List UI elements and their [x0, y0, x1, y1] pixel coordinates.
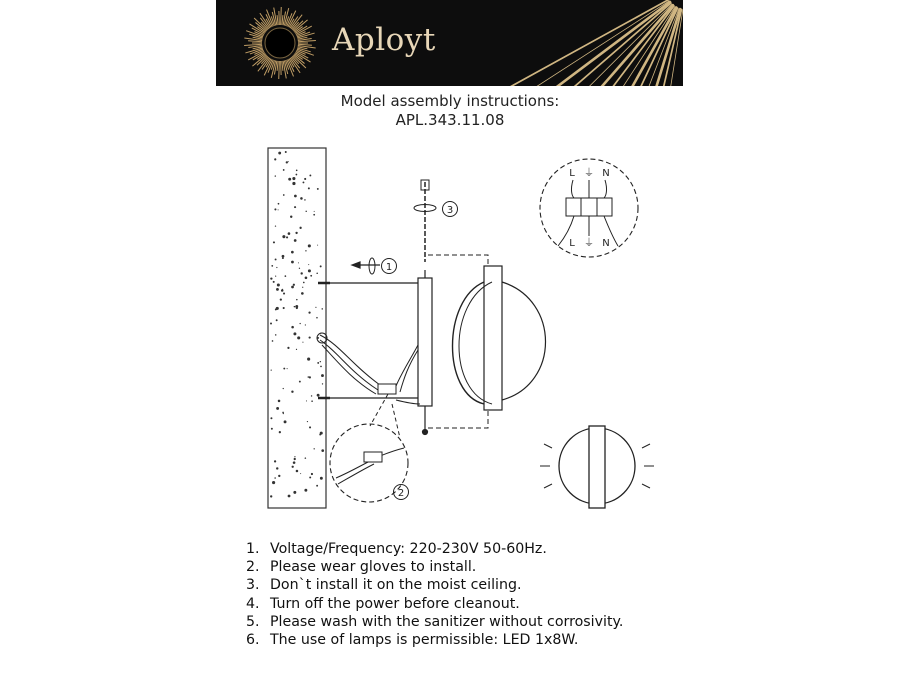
callout-1: 1 — [385, 262, 393, 273]
instruction-item: 2. Please wear gloves to install. — [246, 559, 477, 576]
instruction-item: 4. Turn off the power before cleanout. — [246, 595, 520, 612]
wire-label-top-N: N — [602, 168, 610, 179]
instructions-list — [246, 540, 623, 649]
brand-name: Aployt — [332, 22, 436, 58]
lamp-body-side — [453, 266, 546, 410]
wall-illustration — [268, 148, 326, 508]
callout-2: 2 — [397, 488, 405, 499]
instruction-item: 5. Please wash with the sanitizer without corrosivity. — [246, 613, 624, 630]
model-number: APL.343.11.08 — [395, 111, 505, 129]
document-title: Model assembly instructions: — [340, 92, 560, 110]
callout-3: 3 — [446, 205, 454, 216]
wire-label-bottom-L: L — [569, 238, 575, 249]
top-screw — [414, 180, 436, 262]
instruction-item: 6. The use of lamps is permissible: LED 1x8W. — [246, 632, 579, 649]
lamp-front-view — [540, 426, 654, 508]
ground-icon: ⏚ — [584, 168, 594, 179]
mounting-plate — [418, 278, 432, 406]
ground-icon: ⏚ — [584, 238, 594, 249]
wiring-illustration — [317, 333, 420, 404]
wire-label-top-L: L — [569, 168, 575, 179]
wire-label-bottom-N: N — [602, 238, 610, 249]
instruction-item: 3. Don`t install it on the moist ceiling. — [246, 577, 522, 594]
detail-zoom-circle — [330, 424, 408, 502]
instruction-item: 1. Voltage/Frequency: 220-230V 50-60Hz. — [246, 541, 547, 557]
